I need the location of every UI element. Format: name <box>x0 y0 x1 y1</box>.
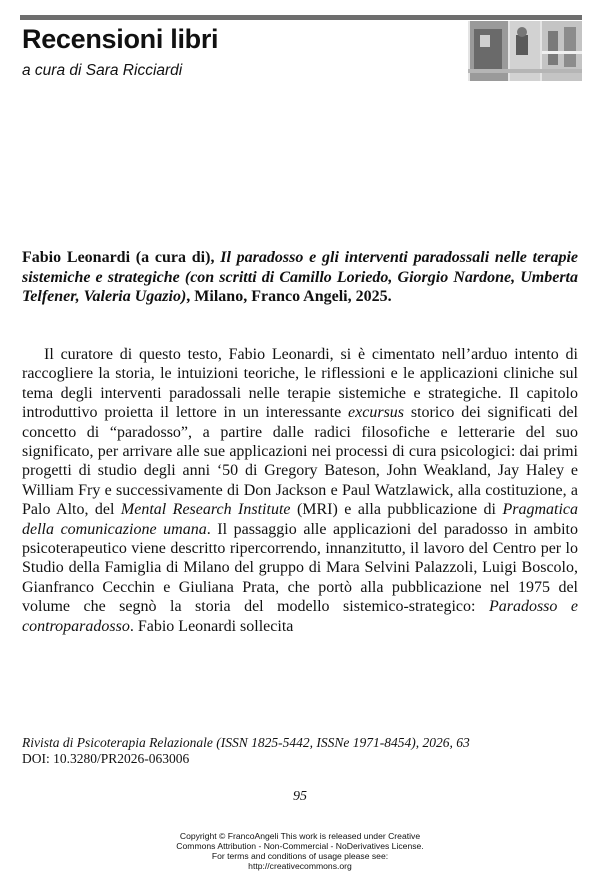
top-rule <box>20 15 582 20</box>
header-photo-collage <box>468 21 582 81</box>
book-reference <box>22 248 578 307</box>
book-author: Fabio Leonardi (a cura di), <box>22 249 215 266</box>
text-run: . Il passaggio alle applicazioni del paradosso in ambito psicoterapeutico viene descritto ripercorrendo, innanzitutto, il lavoro del Centro per lo Studio della Famiglia di Milano del gruppo di Mara Selvini Palazzoli, Luigi Boscolo, Gianfranco Cecchin e Giuliana Prata, che portò alla pubblicazione nel 1975 del volume che segnò la storia del modello sistemico-strategico: <box>22 520 578 616</box>
header-photo <box>468 21 582 81</box>
copyright-line: Commons Attribution - Non-Commercial - NoDerivatives License. <box>176 841 424 851</box>
text-run: storico dei significati del concetto di “paradosso”, a partire dalle radici filosofiche e letterarie del suo significato, per arrivare alle sue applicazioni nei processi di cura psicologici: dai primi progetti di studio degli anni ‘50 di Gregory Bateson, John Weakland, Jay Haley e William Fry e successivamente di Don Jackson e Paul Watzlawick, alla costituzione, a Palo Alto, del <box>22 404 578 519</box>
copyright-line: For terms and conditions of usage please see: <box>211 851 389 861</box>
doi: DOI: 10.3280/PR2026-063006 <box>22 751 190 766</box>
book-publisher: , Milano, Franco Angeli, 2025. <box>186 288 392 305</box>
copyright-notice <box>100 831 500 871</box>
italic-phrase: excursus <box>348 404 405 422</box>
review-body <box>22 345 578 636</box>
journal-citation <box>22 735 582 767</box>
book-title: Il paradosso e gli interventi paradossali nelle terapie sistemiche e strategiche (con scritti di Camillo Loriedo, Giorgio Nardone, Umberta Telfener, Valeria Ugazio) <box>22 249 579 305</box>
text-run: Il curatore di questo testo, Fabio Leonardi, si è cimentato nell’arduo intento di raccogliere la storia, le intuizioni teoriche, le riflessioni e le applicazioni cliniche sul tema degli interventi paradossali nelle terapie sistemiche e strategiche. Il capitolo introduttivo proietta il lettore in un interessante <box>22 346 578 422</box>
page-number: 95 <box>293 789 307 804</box>
italic-phrase: Pragmatica della comunicazione umana <box>22 501 578 538</box>
italic-phrase: Paradosso e controparadosso <box>22 598 578 635</box>
section-editor: a cura di Sara Ricciardi <box>22 62 183 79</box>
italic-phrase: Mental Research Institute <box>120 501 291 519</box>
copyright-line: http://creativecommons.org <box>248 861 352 871</box>
text-run: . Fabio Leonardi sollecita <box>129 617 294 635</box>
journal-name: Rivista di Psicoterapia Relazionale (ISSN 1825-5442, ISSNe 1971-8454), 2026, 63 <box>22 735 470 750</box>
copyright-line: Copyright © FrancoAngeli This work is released under Creative <box>179 831 421 841</box>
section-title: Recensioni libri <box>22 24 219 54</box>
text-run: (MRI) e alla pubblicazione di <box>290 501 503 519</box>
